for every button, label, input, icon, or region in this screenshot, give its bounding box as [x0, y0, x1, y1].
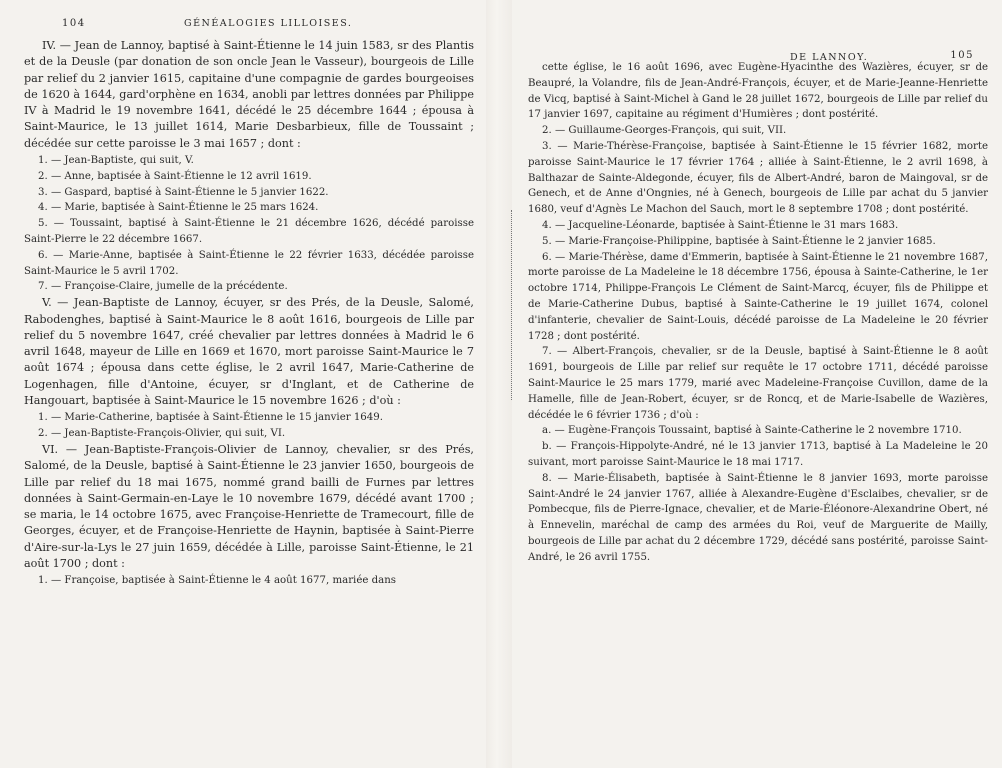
running-head: GÉNÉALOGIES LILLOISES.	[184, 18, 353, 29]
child-entry: 6. — Marie-Thérèse, dame d'Emmerin, baptisée à Saint-Étienne le 21 novembre 1687, morte paroisse de La Madeleine le 18 décembre 1756, épousa à Sainte-Catherine, le 1er octobre 1714, Philippe-François Le Clément de Saint-Marcq, écuyer, fils de Philippe et de Marie-Catherine Dubus, baptisé à Sainte-Catherine le 19 juillet 1674, colonel d'infanterie, chevalier de Saint-Louis, décédé paroisse de La Madeleine le 20 février 1728 ; dont postérité.	[528, 251, 988, 342]
genealogy-entry: V. — Jean-Baptiste de Lannoy, écuyer, sr des Prés, de la Deusle, Salomé, Rabodenghes, baptisé à Saint-Maurice le 8 août 1616, bourgeois de Lille par relief du 5 novembre 1647, créé chevalier par lettres données à Madrid le 6 avril 1648, mayeur de Lille en 1669 et 1670, mort paroisse Saint-Maurice le 7 août 1674 ; épousa dans cette église, le 2 avril 1647, Marie-Catherine de Logenhagen, fille d'Antoine, écuyer, sr d'Inglant, et de Catherine de Hangouart, baptisée à Saint-Maurice le 15 novembre 1626 ; d'où :	[24, 296, 474, 408]
child-entry: b. — François-Hippolyte-André, né le 13 janvier 1713, baptisé à La Madeleine le 20 suivant, mort paroisse Saint-Maurice le 18 mai 1717.	[528, 441, 988, 468]
left-page-body	[24, 38, 474, 589]
right-page	[512, 0, 1002, 768]
right-page-body	[528, 60, 988, 566]
child-entry: 2. — Anne, baptisée à Saint-Étienne le 12 avril 1619.	[38, 170, 312, 182]
child-entry: 1. — Françoise, baptisée à Saint-Étienne le 4 août 1677, mariée dans	[38, 575, 397, 587]
genealogy-entry: VI. — Jean-Baptiste-François-Olivier de Lannoy, chevalier, sr des Prés, Salomé, de la Deusle, baptisé à Saint-Étienne le 23 janvier 1650, bourgeois de Lille par relief du 18 mai 1675, nommé grand bailli de Furnes par lettres données à Saint-Germain-en-Laye le 10 novembre 1679, décédé avant 1700 ; se maria, le 14 octobre 1675, avec Françoise-Henriette de Tramecourt, fille de Georges, écuyer, et de Françoise-Henriette de Haynin, baptisée à Saint-Pierre d'Aire-sur-la-Lys le 27 juin 1659, décédée à Lille, paroisse Saint-Étienne, le 21 août 1700 ; dont :	[24, 442, 474, 570]
child-entry: 1. — Jean-Baptiste, qui suit, V.	[38, 155, 194, 167]
left-page	[0, 0, 480, 768]
child-entry: cette église, le 16 août 1696, avec Eugène-Hyacinthe des Wazières, écuyer, sr de Beaupré, la Volandre, fils de Jean-André-François, écuyer, et de Marie-Jeanne-Henriette de Vicq, baptisé à Saint-Michel à Gand le 28 juillet 1672, bourgeois de Lille par relief du 17 janvier 1697, capitaine au régiment d'Humières ; dont postérité.	[528, 62, 988, 121]
child-entry: 8. — Marie-Élisabeth, baptisée à Saint-Étienne le 8 janvier 1693, morte paroisse Saint-André le 24 janvier 1767, alliée à Alexandre-Eugène d'Esclaibes, chevalier, sr de Pombecque, fils de Pierre-Ignace, chevalier, et de Marie-Éléonore-Alexandrine Obert, né à Ennevelin, maréchal de camp des armées du Roi, veuf de Marguerite de Mailly, bourgeois de Lille par achat du 2 décembre 1729, décédé sans postérité, paroisse Saint-André, le 26 avril 1755.	[528, 472, 988, 563]
book-gutter	[486, 0, 512, 768]
page-number: 105	[950, 50, 974, 61]
child-entry: 5. — Marie-Françoise-Philippine, baptisée à Saint-Étienne le 2 janvier 1685.	[542, 235, 936, 247]
child-entry: 4. — Jacqueline-Léonarde, baptisée à Saint-Étienne le 31 mars 1683.	[542, 219, 899, 231]
child-entry: 1. — Marie-Catherine, baptisée à Saint-Étienne le 15 janvier 1649.	[38, 412, 383, 424]
running-head: DE LANNOY.	[790, 52, 869, 63]
child-entry: 4. — Marie, baptisée à Saint-Étienne le 25 mars 1624.	[38, 202, 319, 214]
child-entry: 3. — Gaspard, baptisé à Saint-Étienne le 5 janvier 1622.	[38, 186, 329, 198]
child-entry: 3. — Marie-Thérèse-Françoise, baptisée à Saint-Étienne le 15 février 1682, morte paroisse Saint-Maurice le 17 février 1764 ; alliée à Saint-Étienne, le 2 avril 1698, à Balthazar de Sainte-Aldegonde, écuyer, fils de Albert-André, baron de Maingoval, sr de Genech, et de Anne d'Ongnies, né à Genech, bourgeois de Lille par achat du 5 janvier 1680, veuf d'Agnès Le Machon del Sauch, mort le 8 septembre 1708 ; dont postérité.	[528, 140, 988, 216]
child-entry: a. — Eugène-François Toussaint, baptisé à Sainte-Catherine le 2 novembre 1710.	[542, 425, 962, 437]
child-entry: 5. — Toussaint, baptisé à Saint-Étienne le 21 décembre 1626, décédé paroisse Saint-Pierre le 22 décembre 1667.	[24, 218, 474, 246]
left-page-header	[24, 14, 474, 34]
child-entry: 7. — Françoise-Claire, jumelle de la précédente.	[38, 281, 288, 293]
child-entry: 6. — Marie-Anne, baptisée à Saint-Étienne le 22 février 1633, décédée paroisse Saint-Maurice le 5 avril 1702.	[24, 249, 474, 277]
genealogy-entry: IV. — Jean de Lannoy, baptisé à Saint-Étienne le 14 juin 1583, sr des Plantis et de la Deusle (par donation de son oncle Jean le Vasseur), bourgeois de Lille par relief du 2 janvier 1615, capitaine d'une compagnie de gardes bourgeoises de 1620 à 1644, gard'orphène en 1634, anobli par lettres données par Philippe IV à Madrid le 19 novembre 1641, décédé le 25 décembre 1644 ; épousa à Saint-Maurice, le 13 juillet 1614, Marie Desbarbieux, fille de Toussaint ; décédée sur cette paroisse le 3 mai 1657 ; dont :	[24, 39, 474, 150]
child-entry: 2. — Guillaume-Georges-François, qui suit, VII.	[542, 125, 787, 137]
child-entry: 2. — Jean-Baptiste-François-Olivier, qui suit, VI.	[38, 428, 286, 440]
page-number: 104	[62, 18, 86, 29]
child-entry: 7. — Albert-François, chevalier, sr de la Deusle, baptisé à Saint-Étienne le 8 août 1691, bourgeois de Lille par relief sur requête le 17 octobre 1711, décédé paroisse Saint-Maurice le 25 mars 1779, marié avec Madeleine-Françoise Cuvillon, dame de la Hamelle, fille de Jean-Robert, écuyer, sr de Roncq, et de Marie-Isabelle de Wazières, décédée le 6 février 1736 ; d'où :	[528, 346, 988, 421]
